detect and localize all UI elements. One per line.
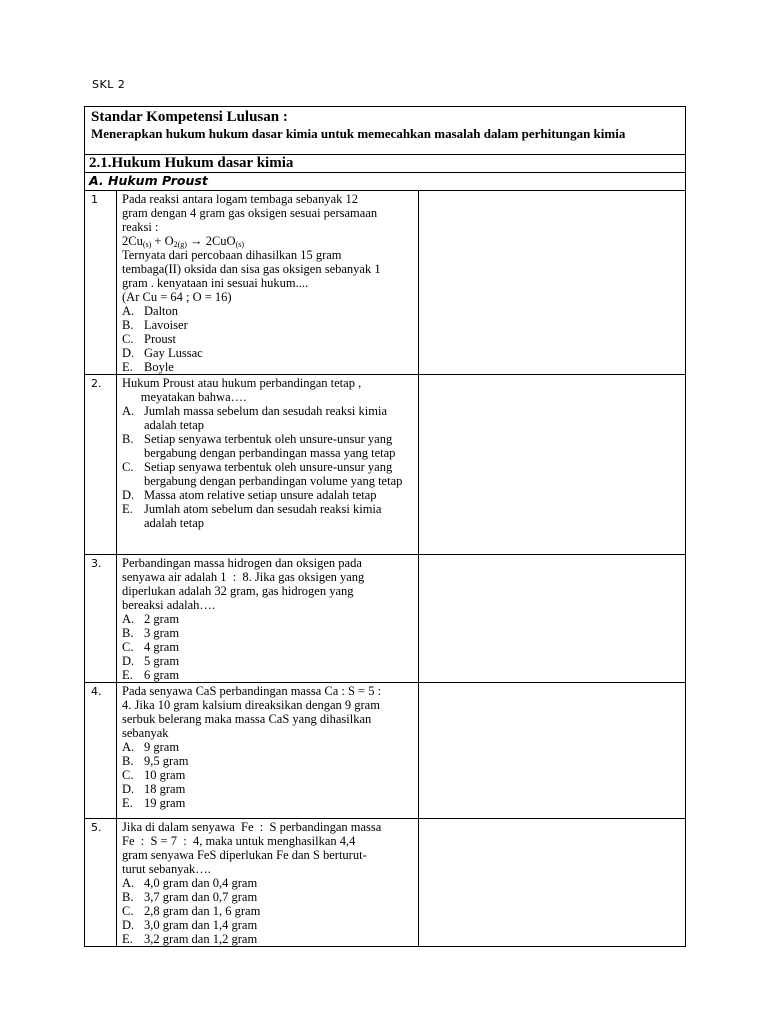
answer-option: B. Setiap senyawa terbentuk oleh unsure-unsur yang bergabung dengan perbandingan massa yang tetap (122, 432, 396, 460)
answer-option: D. 5 gram (122, 654, 180, 668)
question-number: 3. (85, 555, 117, 683)
question-text (117, 683, 419, 819)
question-number: 4. (85, 683, 117, 819)
subsection-title: A. Hukum Proust (85, 173, 686, 191)
question-row-3 (85, 555, 686, 683)
answer-option: B. 3,7 gram dan 0,7 gram (122, 890, 258, 904)
answer-options (122, 404, 414, 530)
answer-option: A. 9 gram (122, 740, 180, 754)
question-line: turut sebanyak…. (122, 862, 211, 876)
question-line: Perbandingan massa hidrogen dan oksigen pada (122, 556, 362, 570)
answer-option: D. Gay Lussac (122, 346, 203, 360)
answer-option: A. 4,0 gram dan 0,4 gram (122, 876, 258, 890)
answer-option: E. Boyle (122, 360, 174, 374)
question-line: Pada senyawa CaS perbandingan massa Ca : S = 5 : (122, 684, 382, 698)
question-text (117, 191, 419, 375)
answer-cell (419, 683, 686, 819)
question-number: 2. (85, 375, 117, 555)
answer-option: E. 6 gram (122, 668, 180, 682)
question-text (117, 555, 419, 683)
question-line: Fe : S = 7 : 4, maka untuk menghasilkan 4,4 (122, 834, 356, 848)
question-line: Pada reaksi antara logam tembaga sebanyak 12 (122, 192, 359, 206)
subsection-row (85, 173, 686, 191)
header-cell (85, 107, 686, 155)
answer-options (122, 612, 414, 682)
answer-options (122, 304, 414, 374)
answer-cell (419, 819, 686, 947)
answer-option: B. 9,5 gram (122, 754, 189, 768)
question-line: Jika di dalam senyawa Fe : S perbandingan massa (122, 820, 382, 834)
answer-cell (419, 555, 686, 683)
answer-option: D. 3,0 gram dan 1,4 gram (122, 918, 258, 932)
answer-option: B. 3 gram (122, 626, 180, 640)
answer-options (122, 740, 414, 810)
question-line: gram dengan 4 gram gas oksigen sesuai persamaan (122, 206, 378, 220)
answer-option: C. 4 gram (122, 640, 180, 654)
question-line: tembaga(II) oksida dan sisa gas oksigen sebanyak 1 (122, 262, 381, 276)
answer-option: D. 18 gram (122, 782, 186, 796)
question-table (84, 106, 686, 947)
question-row-2 (85, 375, 686, 555)
question-text (117, 375, 419, 555)
answer-option: C. 2,8 gram dan 1, 6 gram (122, 904, 261, 918)
answer-option: C. 10 gram (122, 768, 186, 782)
question-line: bereaksi adalah…. (122, 598, 216, 612)
question-number: 1 (85, 191, 117, 375)
question-row-5 (85, 819, 686, 947)
answer-option: B. Lavoiser (122, 318, 188, 332)
section-row (85, 155, 686, 173)
question-line: senyawa air adalah 1 : 8. Jika gas oksigen yang (122, 570, 365, 584)
section-title: 2.1.Hukum Hukum dasar kimia (85, 155, 686, 173)
competency-description: Menerapkan hukum hukum dasar kimia untuk memecahkan masalah dalam perhitungan kimia (91, 126, 626, 141)
question-line: Hukum Proust atau hukum perbandingan tetap , (122, 376, 362, 390)
answer-options (122, 876, 414, 946)
header-row (85, 107, 686, 155)
question-line: (Ar Cu = 64 ; O = 16) (122, 290, 232, 304)
reaction-equation: $2Cu_{(s)} + O_{2(g)} \to 2CuO_{(s)}$ (122, 234, 245, 249)
answer-option: A. Dalton (122, 304, 179, 318)
question-text (117, 819, 419, 947)
answer-option: E. 3,2 gram dan 1,2 gram (122, 932, 258, 946)
competency-title: Standar Kompetensi Lulusan : (91, 109, 288, 125)
question-line: 4. Jika 10 gram kalsium direaksikan dengan 9 gram (122, 698, 380, 712)
answer-cell (419, 191, 686, 375)
answer-option: E. Jumlah atom sebelum dan sesudah reaksi kimia adalah tetap (122, 502, 382, 530)
answer-option: A. 2 gram (122, 612, 180, 626)
question-row-4 (85, 683, 686, 819)
question-line: serbuk belerang maka massa CaS yang dihasilkan (122, 712, 372, 726)
document-label: SKL 2 (92, 78, 126, 91)
question-line: diperlukan adalah 32 gram, gas hidrogen yang (122, 584, 354, 598)
answer-option: A. Jumlah massa sebelum dan sesudah reaksi kimia adalah tetap (122, 404, 387, 432)
question-line: Ternyata dari percobaan dihasilkan 15 gram (122, 248, 342, 262)
question-line: sebanyak (122, 726, 169, 740)
answer-option: E. 19 gram (122, 796, 186, 810)
question-line: meyatakan bahwa…. (122, 390, 247, 404)
question-row-1 (85, 191, 686, 375)
question-line: gram . kenyataan ini sesuai hukum.... (122, 276, 309, 290)
answer-cell (419, 375, 686, 555)
question-number: 5. (85, 819, 117, 947)
answer-option: C. Proust (122, 332, 176, 346)
question-line: reaksi : (122, 220, 159, 234)
question-line: gram senyawa FeS diperlukan Fe dan S berturut- (122, 848, 367, 862)
answer-option: C. Setiap senyawa terbentuk oleh unsure-unsur yang bergabung dengan perbandingan volume yang tetap (122, 460, 403, 488)
answer-option: D. Massa atom relative setiap unsure adalah tetap (122, 488, 377, 502)
